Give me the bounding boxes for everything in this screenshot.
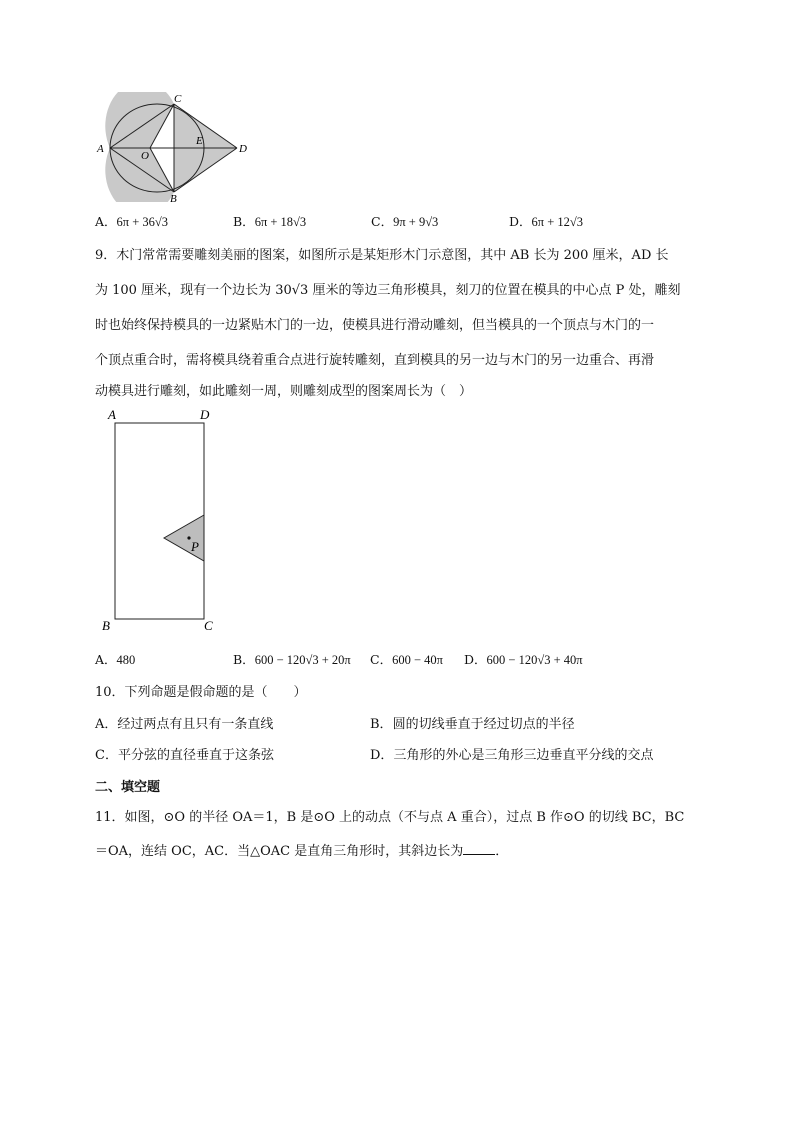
- q8-option-a: A．6π + 36√3: [95, 214, 169, 229]
- label-a: A: [97, 143, 104, 155]
- label-d: D: [239, 143, 247, 155]
- label-d: D: [200, 407, 210, 422]
- q9-line-1: 9．木门常常需要雕刻美丽的图案，如图所示是某矩形木门示意图，其中 AB 长为 200 厘米，AD 长: [95, 248, 669, 263]
- label-a: A: [108, 407, 116, 422]
- q10-option-d: D．三角形的外心是三角形三边垂直平分线的交点: [370, 748, 654, 763]
- label-b: B: [102, 618, 110, 633]
- q8-option-b: B．6π + 18√3: [233, 214, 307, 229]
- q10-option-c: C．平分弦的直径垂直于这条弦: [95, 748, 274, 763]
- q9-line-2: 为 100 厘米，现有一个边长为 30√3 厘米的等边三角形模具，刻刀的位置在模具的中心点 P 处，雕刻: [95, 283, 681, 298]
- label-b: B: [170, 193, 177, 202]
- answer-blank[interactable]: [463, 842, 495, 855]
- question-9-figure: [100, 405, 230, 635]
- label-p: P: [191, 539, 199, 554]
- q11-line-1: 11．如图，⊙O 的半径 OA＝1，B 是⊙O 上的动点（不与点 A 重合），过点 B 作⊙O 的切线 BC，BC: [95, 810, 685, 825]
- label-c: C: [204, 618, 213, 633]
- q9-line-3: 时也始终保持模具的一边紧贴木门的一边，使模具进行滑动雕刻，但当模具的一个顶点与木门的一: [95, 318, 655, 333]
- q10-option-b: B．圆的切线垂直于经过切点的半径: [370, 717, 575, 732]
- section-title: 二、填空题: [95, 780, 161, 795]
- q11-line-2-end: ．: [495, 844, 509, 859]
- q8-option-d: D．6π + 12√3: [509, 214, 584, 229]
- q9-option-d: D．600 − 120√3 + 40π: [464, 652, 583, 667]
- q10-stem: 10．下列命题是假命题的是（ ）: [95, 685, 307, 700]
- q9-option-b: B．600 − 120√3 + 20π: [233, 652, 351, 667]
- q11-line-2-text: ＝OA，连结 OC，AC．当△OAC 是直角三角形时，其斜边长为: [95, 844, 464, 859]
- label-c: C: [174, 93, 182, 105]
- q9-line-4: 个顶点重合时，需将模具绕着重合点进行旋转雕刻，直到模具的另一边与木门的另一边重合、再滑: [95, 353, 655, 368]
- q10-option-a: A．经过两点有且只有一条直线: [95, 717, 274, 732]
- label-e: E: [196, 135, 203, 147]
- triangle-mold: [164, 515, 204, 561]
- door-rectangle: [115, 423, 204, 619]
- q9-option-a: A．480: [95, 652, 136, 667]
- q8-option-c: C．9π + 9√3: [371, 214, 439, 229]
- question-8-figure: [92, 92, 262, 202]
- q9-option-c: C．600 − 40π: [370, 652, 443, 667]
- q9-line-5: 动模具进行雕刻，如此雕刻一周，则雕刻成型的图案周长为（ ）: [95, 384, 473, 399]
- q11-line-2: [95, 842, 508, 860]
- label-o: O: [141, 150, 149, 162]
